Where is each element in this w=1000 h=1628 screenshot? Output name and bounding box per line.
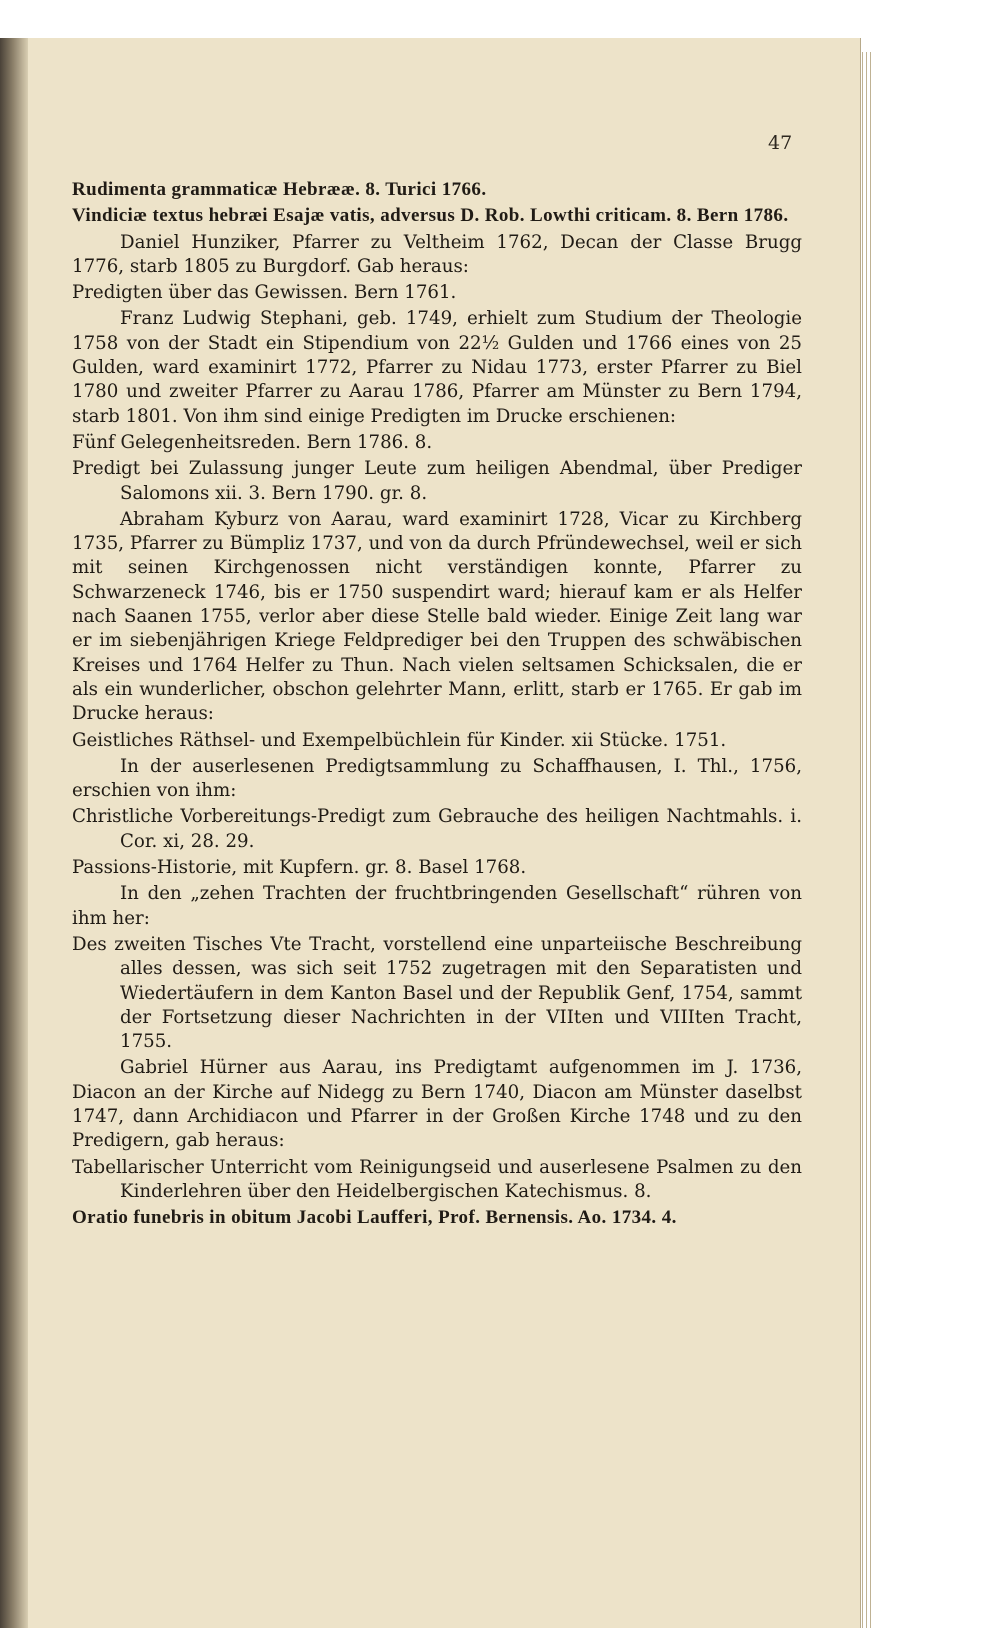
paragraph: Franz Ludwig Stephani, geb. 1749, erhielt zum Studium der Theologie 1758 von der Stadt ein Stipendium von 22½ Gulden und 1766 eines von 25 Gulden, ward examinirt 1772, Pfarrer zu Nidau 1773, erster Pfarrer zu Biel 1780 und zweiter Pfarrer zu Aarau 1786, Pfarrer am Münster zu Bern 1794, starb 1801. Von ihm sind einige Predigten im Drucke erschienen: xyxy=(72,308,802,427)
paragraph: Predigten über das Gewissen. Bern 1761. xyxy=(72,282,457,304)
paragraph: Passions-Historie, mit Kupfern. gr. 8. Basel 1768. xyxy=(72,857,527,879)
paragraph: Christliche Vorbereitungs-Predigt zum Gebrauche des heiligen Nachtmahls. i. Cor. xi, 28. 29. xyxy=(72,806,802,852)
paragraph: In der auserlesenen Predigtsammlung zu Schaffhausen, I. Thl., 1756, erschien von ihm: xyxy=(72,755,802,802)
paragraph: Oratio funebris in obitum Jacobi Laufferi, Prof. Bernensis. Ao. 1734. 4. xyxy=(72,1207,677,1229)
page-text xyxy=(72,178,802,1232)
paragraph: Fünf Gelegenheitsreden. Bern 1786. 8. xyxy=(72,431,433,453)
paragraph: Des zweiten Tisches Vte Tracht, vorstellend eine unparteiische Beschreibung alles dessen, was sich seit 1752 zugetragen mit den Separatisten und Wiedertäufern in dem Kanton Basel und der Republik Genf, 1754, sammt der Fortsetzung dieser Nachrichten in der VIIten und VIIIten Tracht, 1755. xyxy=(72,933,802,1053)
paragraph: Tabellarischer Unterricht vom Reinigungseid und auserlesene Psalmen zu den Kinderlehren über den Heidelbergischen Katechismus. 8. xyxy=(72,1156,802,1202)
page-edge xyxy=(870,52,871,1628)
paragraph: Gabriel Hürner aus Aarau, ins Predigtamt aufgenommen im J. 1736, Diacon an der Kirche auf Nidegg zu Bern 1740, Diacon am Münster daselbst 1747, dann Archidiacon und Pfarrer in der Großen Kirche 1748 und zu den Predigern, gab heraus: xyxy=(72,1057,802,1152)
paragraph: Abraham Kyburz von Aarau, ward examinirt 1728, Vicar zu Kirchberg 1735, Pfarrer zu Bümpliz 1737, und von da durch Pfründewechsel, weil er sich mit seinen Kirchgenossen nicht verständigen konnte, Pfarrer zu Schwarzeneck 1746, bis er 1750 suspendirt ward; hierauf kam er als Helfer nach Saanen 1755, verlor aber diese Stelle bald wieder. Einige Zeit lang war er im siebenjährigen Kriege Feldprediger bei den Truppen des schwäbischen Kreises und 1764 Helfer zu Thun. Nach vielen seltsamen Schicksalen, die er als ein wunderlicher, obschon gelehrter Mann, erlitt, starb er 1765. Er gab im Drucke heraus: xyxy=(72,508,802,725)
page-edge xyxy=(866,52,867,1628)
book-spine xyxy=(0,38,28,1628)
paragraph: In den „zehen Trachten der fruchtbringenden Gesellschaft“ rühren von ihm her: xyxy=(72,883,802,929)
paragraph: Vindiciæ textus hebræi Esajæ vatis, adversus D. Rob. Lowthi criticam. 8. Bern 1786. xyxy=(72,205,789,227)
paragraph: Geistliches Räthsel- und Exempelbüchlein für Kinder. xii Stücke. 1751. xyxy=(72,729,727,751)
paragraph: Rudimenta grammaticæ Hebrææ. 8. Turici 1766. xyxy=(72,179,487,200)
page-edge xyxy=(862,52,863,1628)
page-number: 47 xyxy=(768,132,793,154)
paragraph: Daniel Hunziker, Pfarrer zu Veltheim 1762, Decan der Classe Brugg 1776, starb 1805 zu Burgdorf. Gab heraus: xyxy=(72,231,802,277)
paragraph: Predigt bei Zulassung junger Leute zum heiligen Abendmal, über Prediger Salomons xii. 3. Bern 1790. gr. 8. xyxy=(72,458,802,504)
